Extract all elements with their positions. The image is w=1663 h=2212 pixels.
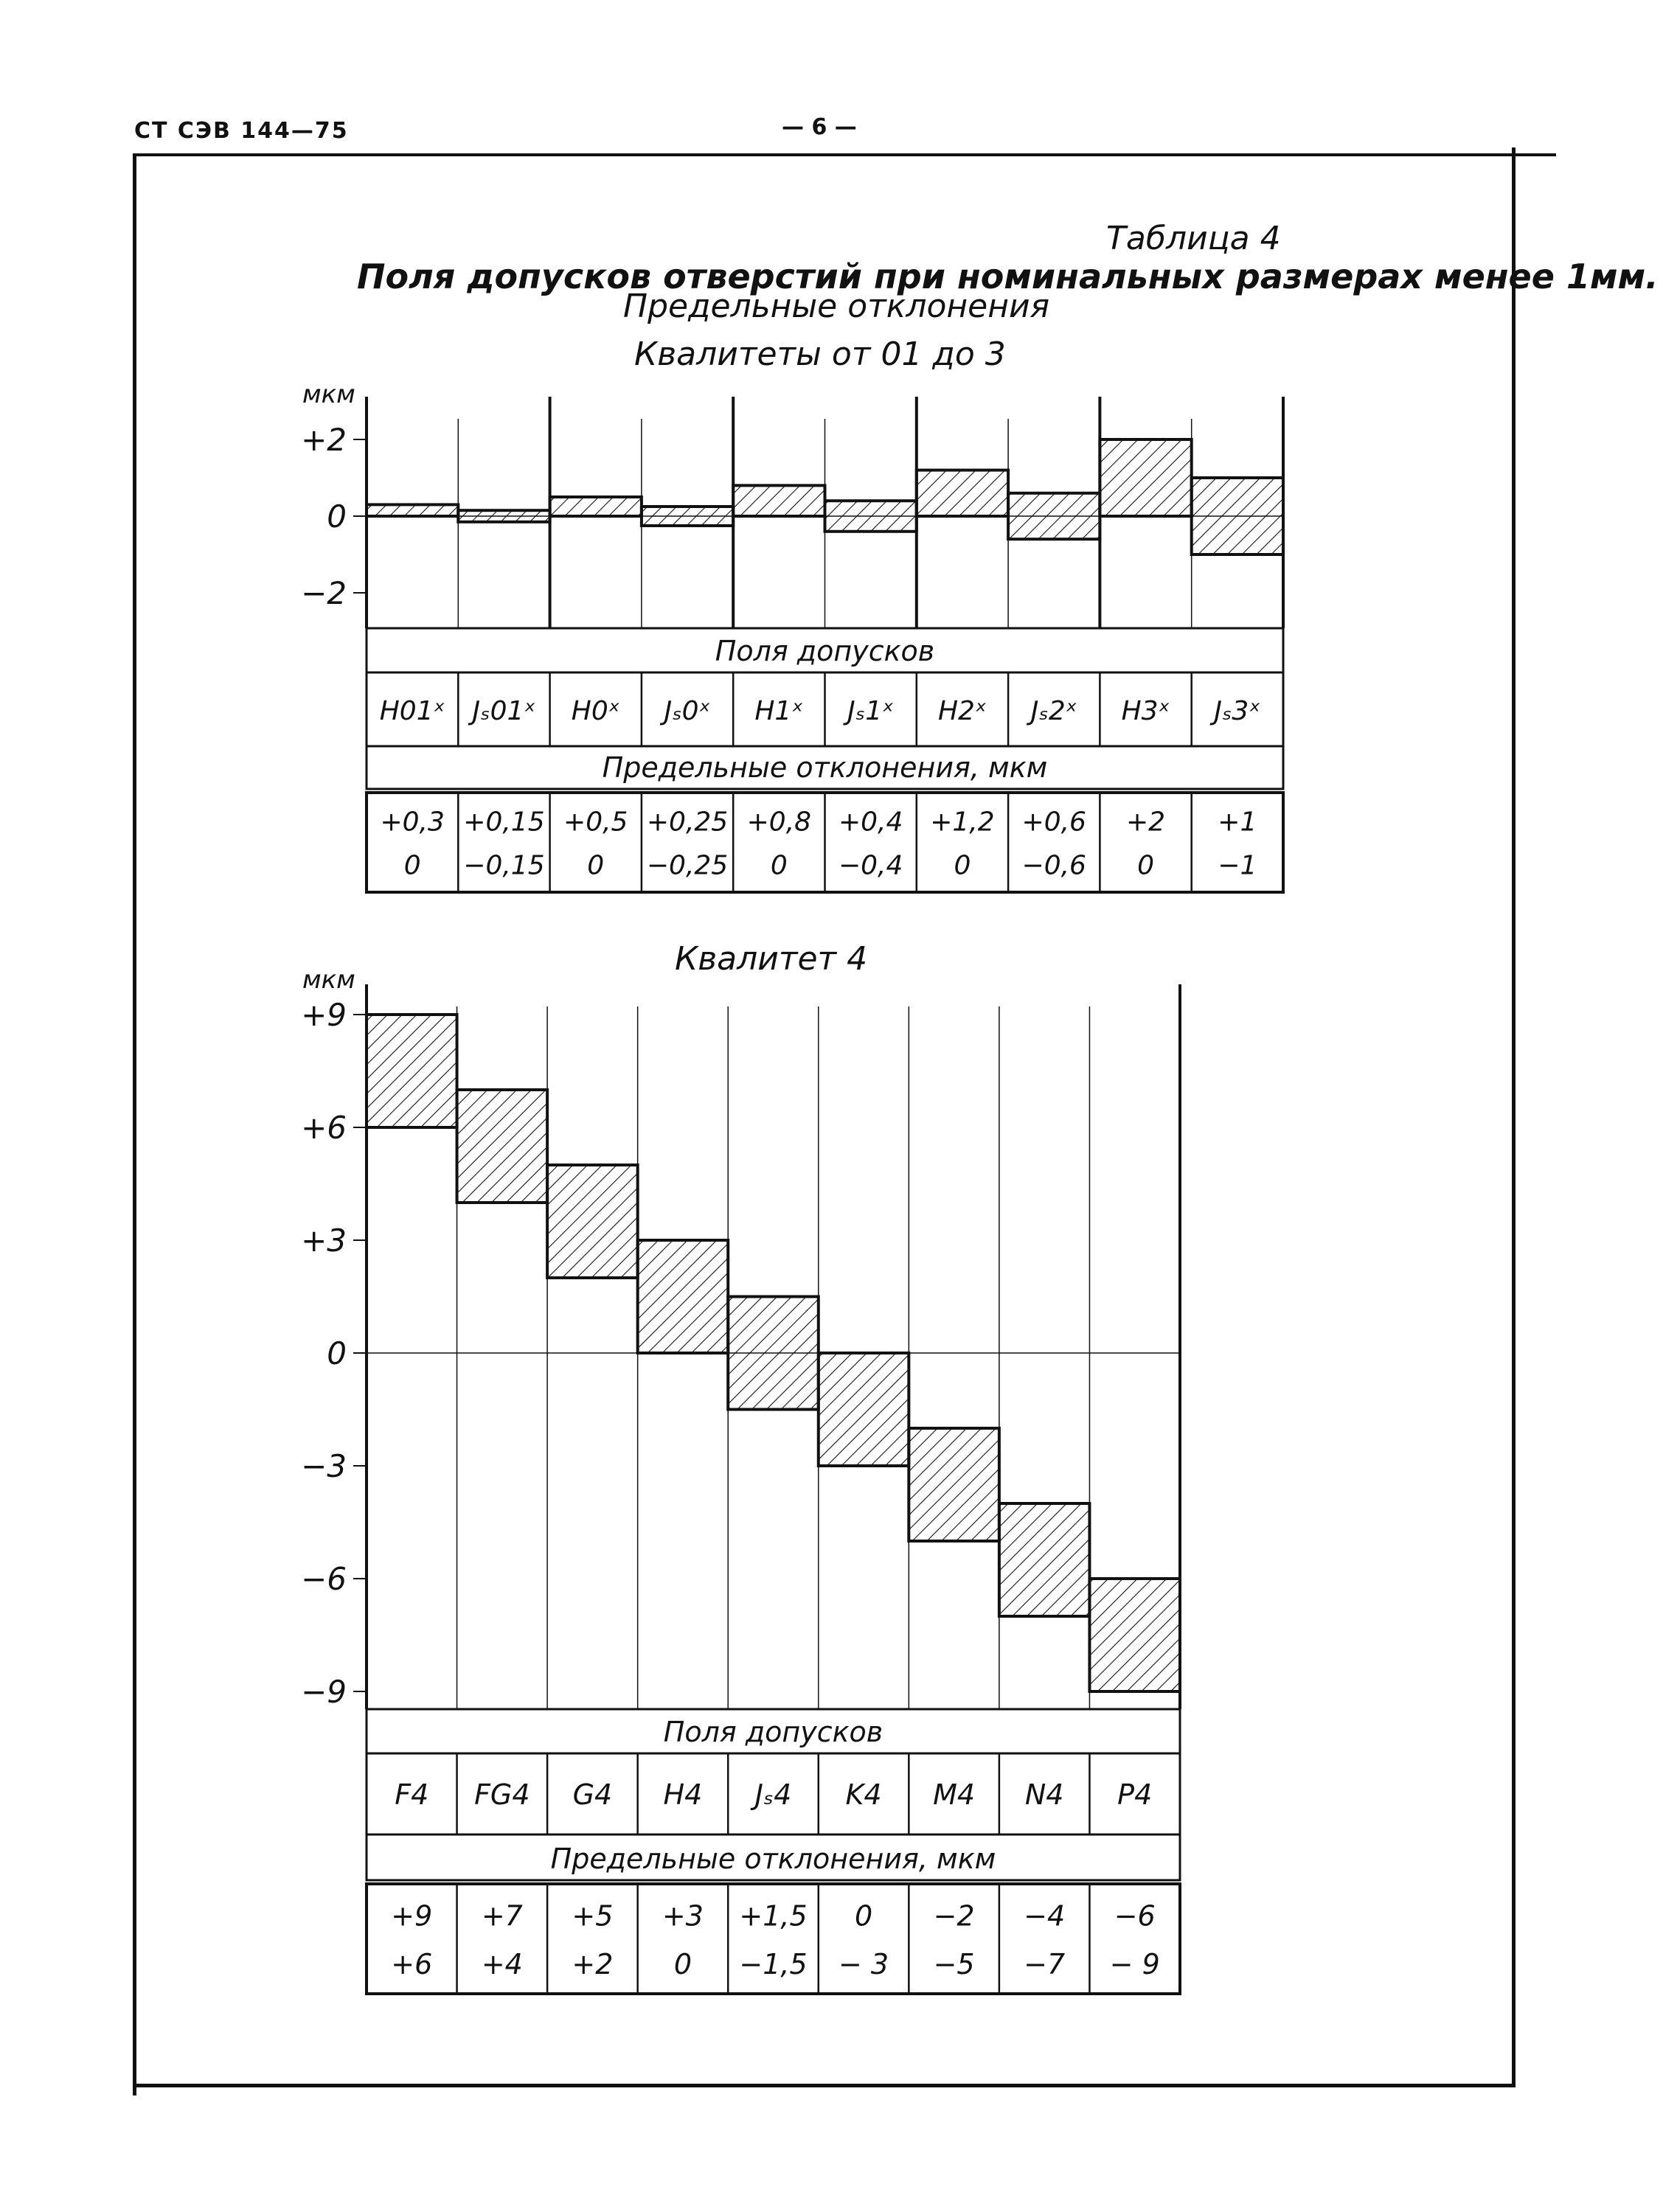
chart2-category-label: M4 bbox=[933, 1778, 976, 1811]
chart2-y-tick-label: −3 bbox=[301, 1448, 347, 1484]
chart1-category-label: H2ˣ bbox=[937, 696, 987, 726]
chart1-upper-deviation-label: +1 bbox=[1218, 807, 1257, 838]
chart1-category-label: H3ˣ bbox=[1121, 696, 1170, 726]
chart1-upper-deviation-label: +1,2 bbox=[930, 807, 995, 838]
chart2-y-tick-label: +6 bbox=[301, 1110, 347, 1146]
chart2-y-tick-label: +9 bbox=[301, 997, 347, 1033]
chart2-lower-deviation-label: +2 bbox=[572, 1948, 614, 1981]
chart1-y-tick-label: +2 bbox=[301, 422, 347, 458]
chart1-lower-deviation-label: 0 bbox=[770, 850, 788, 881]
chart2-y-axis-unit: мкм bbox=[302, 965, 355, 995]
chart1-y-axis-unit: мкм bbox=[302, 380, 355, 409]
chart1-upper-deviation-label: +0,4 bbox=[838, 807, 903, 838]
chart2-deviations-row-label: Предельные отклонения, мкм bbox=[550, 1843, 996, 1875]
chart2-lower-deviation-label: −7 bbox=[1024, 1948, 1066, 1981]
chart1-upper-deviation-label: +0,6 bbox=[1021, 807, 1086, 838]
chart1-tolerance-bar bbox=[1100, 439, 1191, 516]
chart2-tolerance-bar bbox=[728, 1297, 819, 1410]
chart1-lower-deviation-label: 0 bbox=[587, 850, 605, 881]
chart2-lower-deviation-label: −5 bbox=[933, 1948, 975, 1981]
chart1-lower-deviation-label: 0 bbox=[1137, 850, 1155, 881]
chart1-category-label: H0ˣ bbox=[571, 696, 620, 726]
chart2-category-label: F4 bbox=[395, 1778, 429, 1811]
chart1-tolerance-bar bbox=[550, 497, 642, 516]
table-title: Поля допусков отверстий при номинальных размерах менее 1мм. bbox=[357, 257, 1659, 296]
chart2-category-label: Jₛ4 bbox=[754, 1778, 792, 1811]
chart1-category-label: Jₛ0ˣ bbox=[664, 696, 711, 726]
table-subtitle: Предельные отклонения bbox=[623, 288, 1050, 325]
chart2-category-label: N4 bbox=[1024, 1778, 1064, 1811]
chart2-lower-deviation-label: 0 bbox=[673, 1948, 692, 1981]
chart1-title: Квалитеты от 01 до 3 bbox=[634, 335, 1006, 373]
chart1-upper-deviation-label: +2 bbox=[1126, 807, 1166, 838]
chart2-category-label: G4 bbox=[572, 1778, 613, 1811]
chart1-category-label: Jₛ3ˣ bbox=[1214, 696, 1261, 726]
chart2-upper-deviation-label: +5 bbox=[572, 1899, 614, 1933]
chart2-tolerance-bar bbox=[819, 1353, 909, 1466]
chart1-category-label: Jₛ01ˣ bbox=[472, 696, 536, 726]
chart1-upper-deviation-label: +0,15 bbox=[463, 807, 545, 838]
page-number: — 6 — bbox=[782, 114, 857, 140]
chart1-tolerance-bar bbox=[642, 507, 733, 526]
chart1-upper-deviation-label: +0,3 bbox=[380, 807, 445, 838]
chart2-lower-deviation-label: −1,5 bbox=[739, 1948, 808, 1981]
chart1-tolerance-bar bbox=[367, 504, 458, 516]
chart2-y-tick-label: 0 bbox=[327, 1335, 347, 1371]
chart2-tolerance-bar bbox=[457, 1090, 548, 1203]
chart2-tolerance-bar bbox=[367, 1015, 457, 1127]
chart1-category-label: H01ˣ bbox=[379, 696, 445, 726]
chart2-tolerance-bar bbox=[547, 1165, 638, 1278]
chart1-tolerance-bar bbox=[733, 485, 824, 516]
chart1-upper-deviation-label: +0,8 bbox=[746, 807, 812, 838]
chart1-deviations-row-label: Предельные отклонения, мкм bbox=[602, 751, 1048, 784]
chart2-tolerance-bar bbox=[1089, 1579, 1180, 1691]
chart2-category-label: H4 bbox=[663, 1778, 703, 1811]
chart2-lower-deviation-label: +4 bbox=[481, 1948, 523, 1981]
chart2-upper-deviation-label: 0 bbox=[854, 1899, 873, 1933]
chart2-category-label: FG4 bbox=[474, 1778, 530, 1811]
document-id: СТ СЭВ 144—75 bbox=[134, 118, 349, 144]
chart1-tolerance-bar bbox=[917, 470, 1008, 516]
chart2-category-label: P4 bbox=[1117, 1778, 1153, 1811]
chart2-fields-row-label: Поля допусков bbox=[663, 1716, 883, 1748]
chart1-tolerance-bar bbox=[458, 510, 549, 522]
chart2-upper-deviation-label: −6 bbox=[1114, 1899, 1156, 1933]
chart2-upper-deviation-label: +9 bbox=[391, 1899, 433, 1933]
chart1-lower-deviation-label: −0,6 bbox=[1021, 850, 1086, 881]
chart2-title: Квалитет 4 bbox=[675, 940, 868, 978]
chart2-y-tick-label: −6 bbox=[301, 1561, 347, 1597]
chart1-tolerance-bar bbox=[1192, 478, 1283, 554]
chart1-lower-deviation-label: −1 bbox=[1218, 850, 1257, 881]
chart1-tolerance-bar bbox=[1008, 493, 1100, 539]
chart1-lower-deviation-label: −0,15 bbox=[463, 850, 545, 881]
chart2-y-tick-label: −9 bbox=[301, 1674, 347, 1710]
chart1-lower-deviation-label: −0,25 bbox=[646, 850, 729, 881]
chart2-tolerance-bar bbox=[909, 1428, 999, 1541]
chart2-lower-deviation-label: +6 bbox=[391, 1948, 433, 1981]
chart1-category-label: Jₛ1ˣ bbox=[847, 696, 895, 726]
chart2-lower-deviation-label: − 3 bbox=[839, 1948, 889, 1981]
chart2-tolerance-bar bbox=[999, 1503, 1090, 1616]
table-number: Таблица 4 bbox=[1106, 220, 1281, 257]
chart2-category-label: K4 bbox=[845, 1778, 882, 1811]
chart2-y-tick-label: +3 bbox=[301, 1222, 347, 1259]
chart2-upper-deviation-label: −4 bbox=[1024, 1899, 1066, 1933]
chart2-upper-deviation-label: +1,5 bbox=[739, 1899, 808, 1933]
chart1-lower-deviation-label: −0,4 bbox=[838, 850, 903, 881]
chart1-lower-deviation-label: 0 bbox=[954, 850, 971, 881]
chart2-upper-deviation-label: +3 bbox=[662, 1899, 704, 1933]
chart1-upper-deviation-label: +0,25 bbox=[646, 807, 729, 838]
chart1-y-tick-label: 0 bbox=[327, 498, 347, 535]
chart1-category-label: H1ˣ bbox=[754, 696, 804, 726]
chart1-category-label: Jₛ2ˣ bbox=[1030, 696, 1077, 726]
chart1-lower-deviation-label: 0 bbox=[403, 850, 421, 881]
chart2-upper-deviation-label: −2 bbox=[933, 1899, 975, 1933]
chart2-tolerance-bar bbox=[638, 1240, 729, 1353]
chart1-y-tick-label: −2 bbox=[301, 575, 347, 611]
chart2-lower-deviation-label: − 9 bbox=[1109, 1948, 1160, 1981]
chart1-fields-row-label: Поля допусков bbox=[715, 635, 935, 667]
chart1-upper-deviation-label: +0,5 bbox=[563, 807, 628, 838]
chart2-upper-deviation-label: +7 bbox=[481, 1899, 523, 1933]
chart1-tolerance-bar bbox=[825, 501, 917, 532]
